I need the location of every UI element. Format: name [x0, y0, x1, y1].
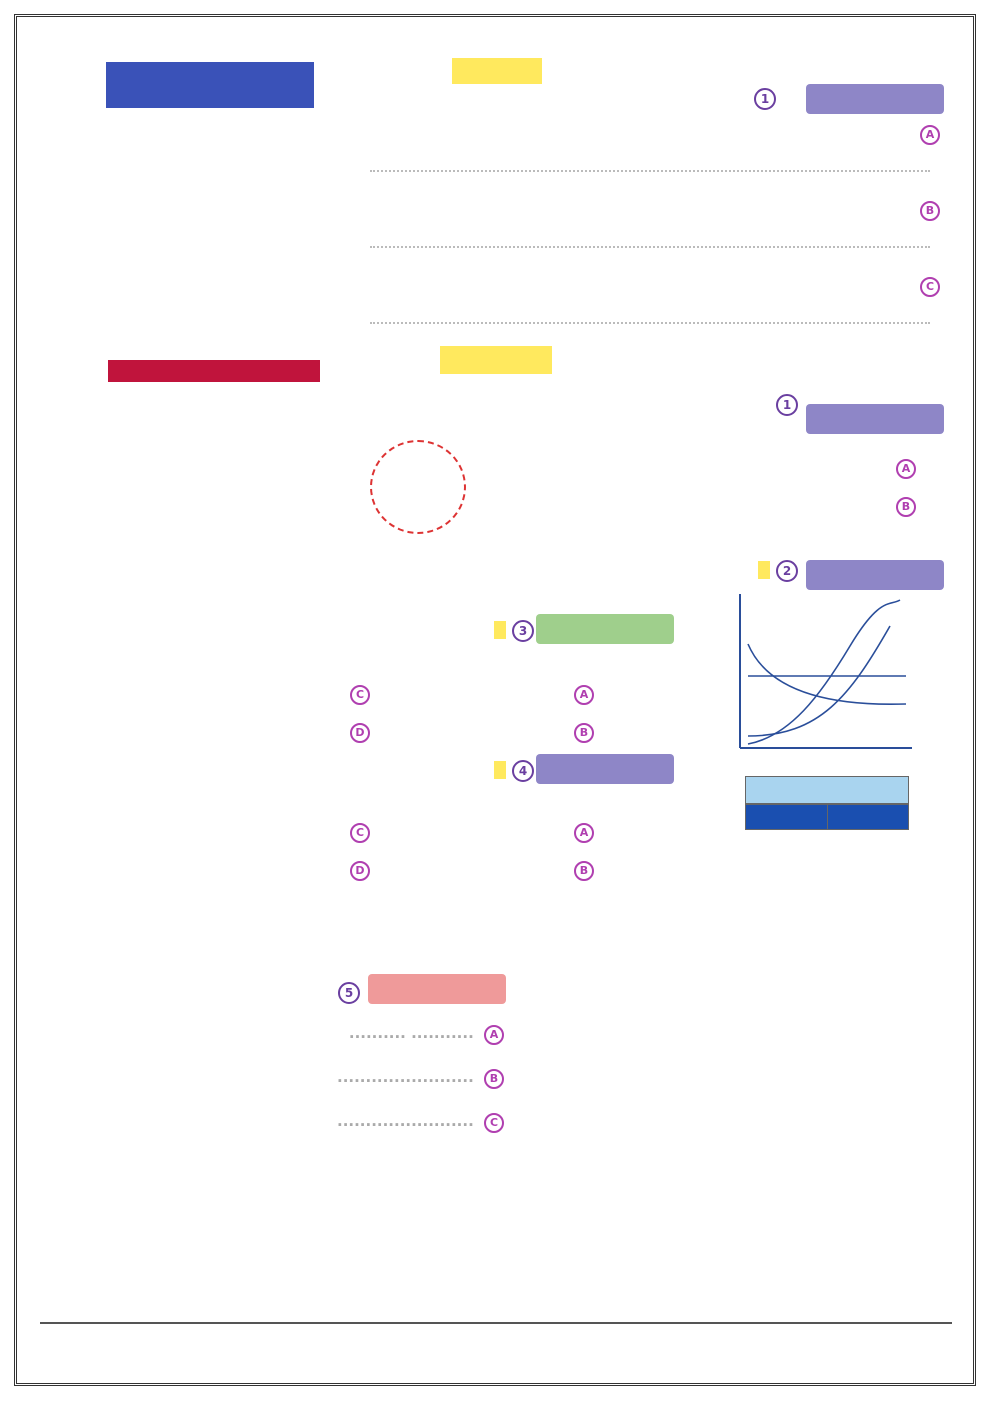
answer-line[interactable] — [370, 246, 930, 248]
chart3-line-1 — [748, 600, 900, 744]
question-5: 5 — [332, 982, 360, 1004]
gas-solubility-lines-chart — [700, 586, 930, 772]
option-b[interactable]: B — [569, 860, 594, 881]
option-c[interactable]: C — [345, 822, 370, 843]
chart2-title-box — [108, 360, 320, 382]
solubility-pressure-chart — [62, 356, 332, 572]
teacher-badge-6 — [368, 974, 506, 1004]
chart3-line-2 — [748, 626, 890, 736]
question-2-1: 1 — [770, 394, 798, 416]
solubility-temperature-chart — [58, 56, 330, 336]
chart1-title-box — [106, 62, 314, 108]
option-a[interactable]: A — [569, 684, 594, 705]
question-2-3: 3 — [494, 620, 534, 642]
option-a[interactable]: A — [569, 822, 594, 843]
option-d[interactable]: D — [345, 722, 370, 743]
teacher-badge-4 — [536, 614, 674, 644]
question-2-4: 4 — [494, 760, 534, 782]
teacher-badge-2 — [806, 404, 944, 434]
table-title — [745, 776, 909, 804]
figure-2-temperature-chart — [544, 958, 744, 1180]
teacher-badge-1 — [806, 84, 944, 114]
table-header-solubility — [746, 805, 828, 830]
question-2-2: 2 — [758, 560, 798, 582]
teacher-badge-5 — [536, 754, 674, 784]
answer-line[interactable] — [370, 170, 930, 172]
table-body — [745, 804, 909, 830]
answer-line[interactable] — [370, 322, 930, 324]
question-5c: C ........................ — [337, 1112, 504, 1133]
figure-1-pressure-chart — [744, 956, 944, 1178]
option-c[interactable]: C — [345, 684, 370, 705]
chart3-line-4 — [748, 644, 906, 704]
question-1c: C — [915, 276, 940, 297]
question-5a: A ........... .......... — [349, 1024, 504, 1045]
question-1b: B — [915, 200, 940, 221]
author-seal — [370, 440, 466, 534]
option-d[interactable]: D — [345, 860, 370, 881]
question-1a: A — [915, 124, 940, 145]
section2-title — [440, 346, 552, 374]
section1-title — [452, 58, 542, 84]
question-1: 1 — [748, 88, 776, 110]
question-2-1a: A — [891, 458, 916, 479]
question-5b: B ........................ — [337, 1068, 504, 1089]
table-header-measure — [827, 805, 909, 830]
option-b[interactable]: B — [569, 722, 594, 743]
footer — [40, 1322, 952, 1362]
gas-solubility-table — [745, 776, 909, 830]
question-2-1b: B — [891, 496, 916, 517]
